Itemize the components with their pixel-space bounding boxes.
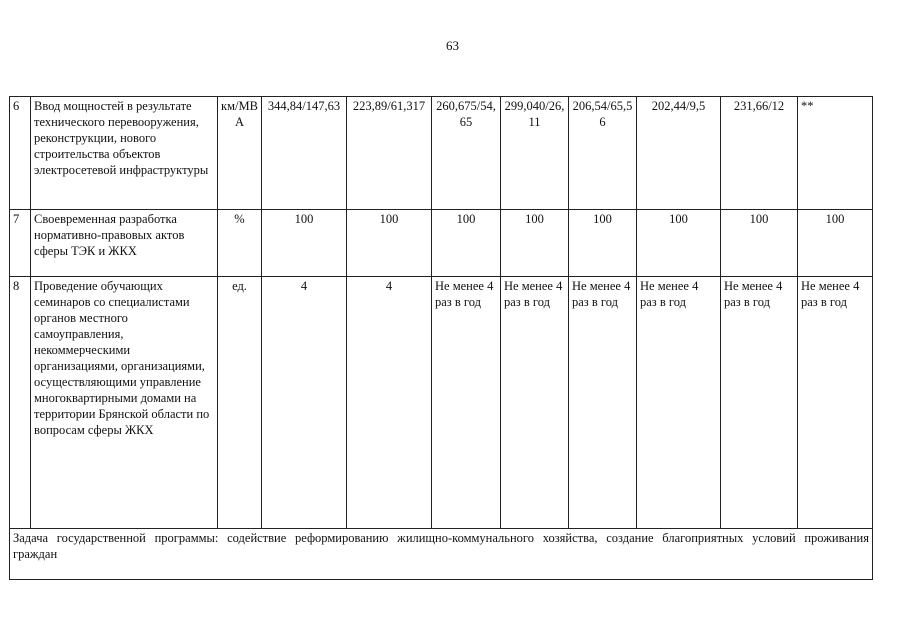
table-row <box>10 210 873 277</box>
value-cell: 100 <box>569 210 637 277</box>
value-cell: Не менее 4 раз в год <box>569 277 637 529</box>
value-cell: Не менее 4 раз в год <box>798 277 873 529</box>
indicators-table <box>9 96 873 580</box>
value-cell: 223,89/61,317 <box>347 97 432 210</box>
value-cell: 260,675/54,65 <box>432 97 501 210</box>
value-cell: 4 <box>347 277 432 529</box>
value-cell: 206,54/65,56 <box>569 97 637 210</box>
value-cell: 202,44/9,5 <box>637 97 721 210</box>
value-cell: 344,84/147,63 <box>262 97 347 210</box>
unit-cell: км/МВА <box>218 97 262 210</box>
value-cell: ** <box>798 97 873 210</box>
value-cell: 100 <box>347 210 432 277</box>
value-cell: 4 <box>262 277 347 529</box>
indicator-name: Ввод мощностей в результате технического перевооружения, реконструкции, нового строительства объектов электросетевой инфраструктуры <box>31 97 218 210</box>
task-row <box>10 529 873 580</box>
value-cell: 100 <box>262 210 347 277</box>
value-cell: 100 <box>501 210 569 277</box>
value-cell: Не менее 4 раз в год <box>637 277 721 529</box>
row-number: 7 <box>10 210 31 277</box>
value-cell: Не менее 4 раз в год <box>721 277 798 529</box>
indicator-name: Проведение обучающих семинаров со специалистами органов местного самоуправления, некоммерческими организациями, организациями, осуществляющими управление многоквартирными домами на территории Брянской области по вопросам сферы ЖКХ <box>31 277 218 529</box>
unit-cell: % <box>218 210 262 277</box>
page-number: 63 <box>446 38 459 53</box>
value-cell: 299,040/26,11 <box>501 97 569 210</box>
value-cell: 100 <box>798 210 873 277</box>
value-cell: 100 <box>637 210 721 277</box>
unit-cell: ед. <box>218 277 262 529</box>
value-cell: Не менее 4 раз в год <box>501 277 569 529</box>
row-number: 6 <box>10 97 31 210</box>
value-cell: 231,66/12 <box>721 97 798 210</box>
program-task-text: Задача государственной программы: содействие реформированию жилищно-коммунального хозяйства, создание благоприятных условий проживания граждан <box>10 529 873 580</box>
row-number: 8 <box>10 277 31 529</box>
indicator-name: Своевременная разработка нормативно-правовых актов сферы ТЭК и ЖКХ <box>31 210 218 277</box>
value-cell: 100 <box>432 210 501 277</box>
value-cell: 100 <box>721 210 798 277</box>
table-row <box>10 97 873 210</box>
value-cell: Не менее 4 раз в год <box>432 277 501 529</box>
table-row <box>10 277 873 529</box>
